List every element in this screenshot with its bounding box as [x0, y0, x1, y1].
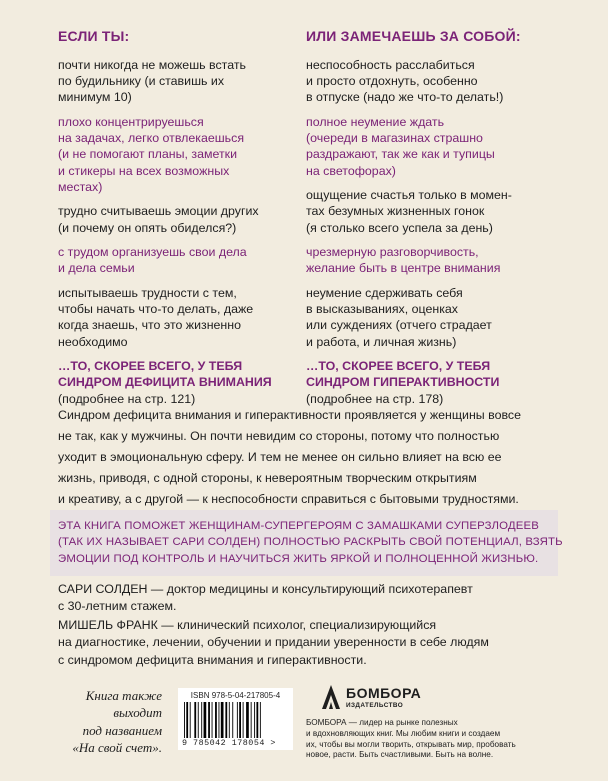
symptom-item [306, 187, 576, 236]
symptom-line: трудно считываешь эмоции других [58, 204, 259, 219]
symptom-line: раздражают, так же как и тупицы [306, 147, 495, 162]
also-line: выходит [113, 705, 162, 721]
symptom-line: (очереди в магазинах страшно [306, 131, 483, 146]
callout-line: (ТАК ИХ НАЗЫВАЕТ САРИ СОЛДЕН) ПОЛНОСТЬЮ РАСКРЫТЬ СВОЙ ПОТЕНЦИАЛ, ВЗЯТЬ [58, 536, 563, 549]
publisher-line: БОМБОРА — лидер на рынке полезных [306, 718, 458, 727]
symptom-item [58, 285, 318, 350]
callout-text [58, 518, 563, 567]
bombora-logo-icon [320, 683, 342, 711]
author-bio-sari-solden [58, 581, 568, 616]
symptom-line: ощущение счастья только в момен- [306, 188, 512, 203]
callout-line: ЭТА КНИГА ПОМОЖЕТ ЖЕНЩИНАМ-СУПЕРГЕРОЯМ С ЗАМАШКАМИ СУПЕРЗЛОДЕЕВ [58, 520, 539, 532]
bio-line: с синдромом дефицита внимания и гиперактивности. [58, 652, 367, 667]
symptom-line: и стикеры на всех возможных [58, 163, 230, 178]
symptom-line: полное неумение ждать [306, 115, 445, 129]
isbn-label: ISBN 978-5-04-217805-4 [190, 691, 281, 700]
symptom-line: на светофорах) [306, 163, 396, 178]
publisher-name: БОМБОРА [346, 685, 422, 701]
also-published-note [52, 687, 162, 757]
bio-line: МИШЕЛЬ ФРАНК — клинический психолог, специализирующийся [58, 618, 437, 632]
left-column [58, 28, 318, 407]
symptom-item [306, 244, 576, 276]
summary-line: не так, как у мужчины. Он почти невидим со стороны, потому что полностью [58, 429, 500, 443]
left-conclusion [58, 358, 318, 407]
publisher-line: их, чтобы вы могли творить, открывать мир, пробовать [306, 739, 516, 749]
symptom-line: по будильнику (и ставишь их [58, 74, 225, 89]
symptom-item [58, 244, 318, 276]
right-conclusion [306, 358, 576, 407]
left-conclusion-line-1: …ТО, СКОРЕЕ ВСЕГО, У ТЕБЯ [58, 359, 243, 374]
symptom-line: в отпуске (надо же что-то делать!) [306, 90, 504, 105]
symptom-item [306, 57, 576, 106]
symptom-line: минимум 10) [58, 90, 132, 105]
left-page-reference: (подробнее на стр. 121) [58, 391, 196, 406]
bio-line: САРИ СОЛДЕН — доктор медицины и консультирующий психотерапевт [58, 582, 473, 596]
also-line: Книга также [85, 688, 162, 703]
symptom-line: и просто отдохнуть, особенно [306, 74, 478, 89]
publisher-subtitle: ИЗДАТЕЛЬСТВО [346, 702, 404, 709]
symptom-line: когда знаешь, что это жизненно [58, 318, 242, 333]
also-line: под названием [82, 722, 162, 738]
summary-line: и креативу, а с другой — к неспособности справиться с бытовыми трудностями. [58, 492, 519, 506]
symptom-item [306, 114, 576, 179]
also-line: «На свой счет». [72, 740, 162, 756]
symptom-item [306, 285, 576, 350]
publisher-description [306, 718, 586, 761]
bio-line: на диагностике, лечении, обучении и придании уверенности в себе людям [58, 635, 489, 650]
right-items [306, 57, 576, 350]
summary-line: Синдром дефицита внимания и гиперактивности проявляется у женщины вовсе [58, 408, 522, 422]
symptom-line: местах) [58, 179, 103, 194]
symptom-line: почти никогда не можешь встать [58, 58, 246, 72]
callout-line: ЭМОЦИИ ПОД КОНТРОЛЬ И НАУЧИТЬСЯ ЖИТЬ ЯРКОЙ И ПОЛНОЦЕННОЙ ЖИЗНЬЮ. [58, 552, 539, 565]
publisher-logo [320, 683, 480, 713]
right-page-reference: (подробнее на стр. 178) [306, 391, 444, 406]
symptom-line: испытываешь трудности с тем, [58, 286, 237, 300]
symptom-line: необходимо [58, 334, 128, 349]
symptom-line: желание быть в центре внимания [306, 261, 501, 276]
symptom-line: плохо концентрируешься [58, 115, 204, 129]
author-bio-michelle-frank [58, 617, 568, 669]
summary-paragraph [58, 405, 578, 510]
symptom-line: (я столько всего успела за день) [306, 220, 493, 235]
symptom-item [58, 114, 318, 195]
barcode-bars [182, 702, 289, 738]
left-items [58, 57, 318, 350]
symptom-line: тах безумных жизненных гонок [306, 204, 485, 219]
right-conclusion-line-1: …ТО, СКОРЕЕ ВСЕГО, У ТЕБЯ [306, 359, 491, 374]
right-column [306, 28, 576, 407]
publisher-line: и вдохновляющих книг. Мы любим книги и создаем [306, 728, 501, 738]
barcode-block [178, 688, 293, 750]
symptom-item [58, 57, 318, 106]
symptom-line: неумение сдерживать себя [306, 286, 463, 300]
symptom-line: чтобы начать что-то делать, даже [58, 302, 254, 317]
barcode-digits: 9 785042 178054 > [182, 738, 276, 748]
symptom-line: или суждениях (отчего страдает [306, 318, 492, 333]
symptom-line: с трудом организуешь свои дела [58, 245, 247, 260]
symptom-line: в высказываниях, оценках [306, 302, 458, 317]
symptom-item [58, 203, 318, 235]
summary-line: жизнь, приводя, с одной стороны, к невероятным творческим открытиям [58, 471, 477, 485]
left-heading: ЕСЛИ ТЫ: [58, 28, 130, 44]
symptom-line: и работа, и личная жизнь) [306, 334, 457, 349]
left-conclusion-line-2: СИНДРОМ ДЕФИЦИТА ВНИМАНИЯ [58, 375, 272, 390]
right-heading: ИЛИ ЗАМЕЧАЕШЬ ЗА СОБОЙ: [306, 28, 521, 44]
symptom-line: на задачах, легко отвлекаешься [58, 131, 245, 146]
summary-line: уходит в эмоциональную сферу. И тем не менее он сильно влияет на всю ее [58, 450, 502, 464]
bio-line: с 30-летним стажем. [58, 599, 177, 614]
symptom-line: чрезмерную разговорчивость, [306, 245, 479, 260]
symptom-line: (и не помогают планы, заметки [58, 147, 238, 162]
symptom-line: неспособность расслабиться [306, 58, 475, 72]
publisher-line: новое, расти. Быть счастливыми. Быть на волне. [306, 750, 494, 760]
right-conclusion-line-2: СИНДРОМ ГИПЕРАКТИВНОСТИ [306, 375, 500, 390]
symptom-line: (и почему он опять обиделся?) [58, 220, 237, 235]
symptom-line: и дела семьи [58, 261, 135, 276]
